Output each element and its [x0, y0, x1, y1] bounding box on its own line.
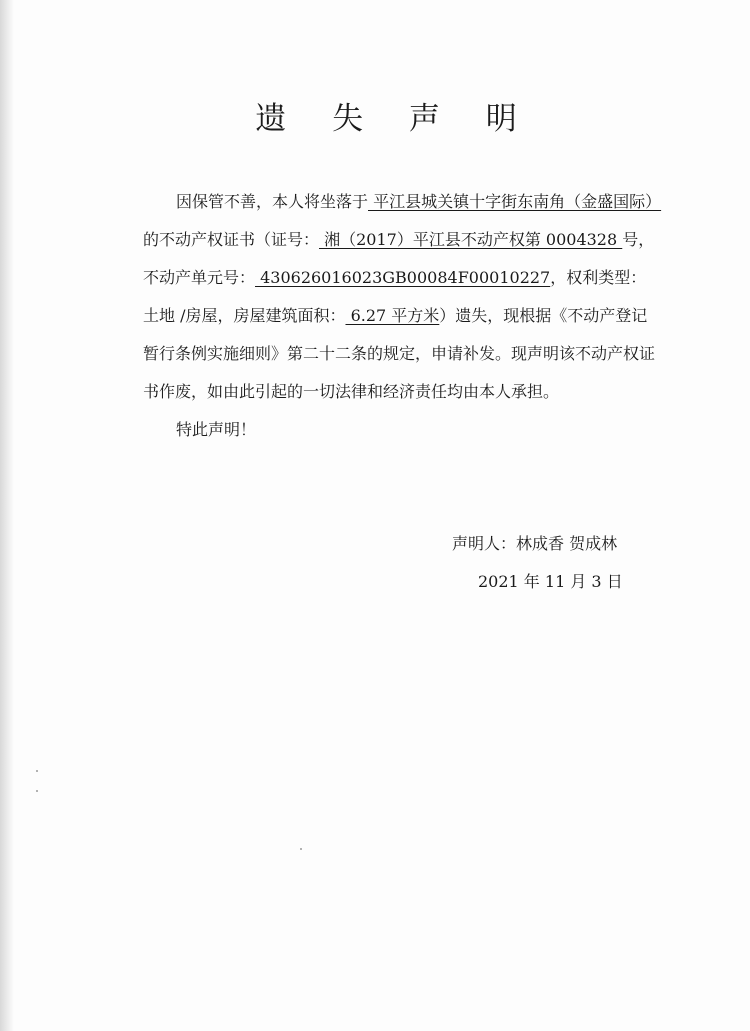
- unit-number: 430626016023GB00084F00010227: [255, 268, 551, 287]
- paragraph-text-4: ，权利类型： 土地 /房屋，房屋建筑面积：: [143, 268, 647, 325]
- certificate-number: 湘（2017）平江县不动产权第 0004328: [319, 230, 623, 249]
- paragraph-text-1: 因保管不善，本人将坐落于: [176, 192, 369, 211]
- building-area: 6.27 平方米: [345, 306, 440, 325]
- paragraph-text-2: 的不动产权证书（证号：: [143, 230, 320, 249]
- scan-speck: [36, 770, 38, 772]
- statement-date: 2021 年 11 月 3 日: [478, 572, 623, 591]
- document-title: 遗 失 声 明: [255, 101, 535, 137]
- paragraph-text-5: ）遗失，现根据《不动产登记暂行条例实施细则》第二十二条的规定，申请补发。现声明该不动产权证书作废，如由此引起的一切法律和经济责任均由本人承担。: [143, 306, 656, 401]
- statement-body: [143, 183, 663, 449]
- closing-line: 特此声明！: [176, 420, 257, 439]
- scan-edge-shadow: [0, 0, 14, 1031]
- scan-speck: [36, 790, 38, 792]
- paragraph-text-3: 号，不动产单元号：: [143, 230, 655, 287]
- property-address: 平江县城关镇十字街东南角（金盛国际）: [368, 192, 662, 211]
- scan-speck: [300, 848, 302, 850]
- declarant-line: 声明人：林成香 贺成林: [452, 534, 618, 553]
- statement-paragraph: [143, 183, 663, 411]
